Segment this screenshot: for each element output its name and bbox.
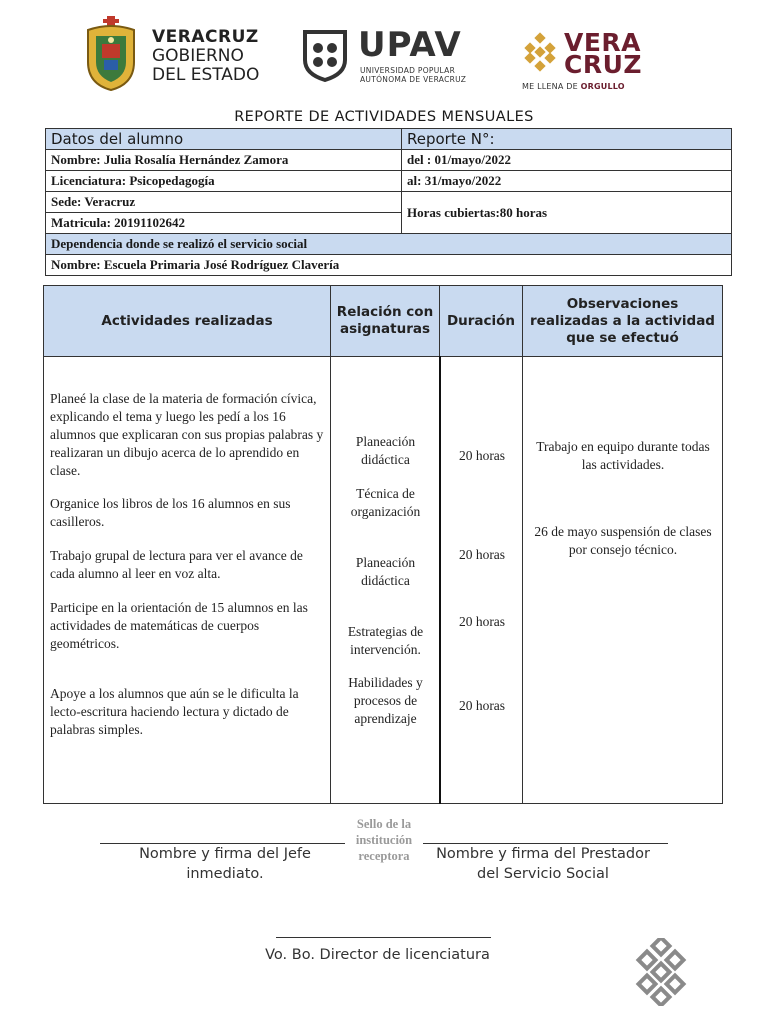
- activity-item: Planeé la clase de la materia de formación cívica, explicando el tema y luego les pedí a los 16 alumnos que explicaran con sus propias palabras y realizaran un dibujo acerca de lo aprendido en clase.: [50, 391, 324, 478]
- student-info-table: [45, 128, 732, 276]
- veracruz-word2: CRUZ: [564, 50, 643, 79]
- duration-item: 20 horas: [458, 448, 506, 463]
- gobierno-line1: VERACRUZ: [152, 27, 259, 47]
- activities-cell: [44, 357, 331, 804]
- relation-item: Planeación didáctica: [355, 555, 416, 588]
- duration-item: 20 horas: [458, 614, 506, 629]
- activities-table: [43, 285, 723, 804]
- stamp-placeholder: Sello de la institución receptora: [345, 816, 423, 864]
- upav-subtitle-line2: AUTÓNOMA DE VERACRUZ: [360, 75, 467, 84]
- gobierno-line2: GOBIERNO: [152, 46, 244, 66]
- col-header-duracion: Duración: [440, 286, 523, 357]
- dependencia-name: Nombre: Escuela Primaria José Rodríguez Clavería: [46, 255, 732, 276]
- student-name: Nombre: Julia Rosalía Hernández Zamora: [46, 150, 402, 171]
- upav-subtitle-line1: UNIVERSIDAD POPULAR: [360, 66, 456, 75]
- gobierno-logo: [82, 14, 262, 94]
- upav-logo: [302, 14, 482, 94]
- jefe-signature-label: Nombre y firma del Jefe inmediato.: [139, 846, 311, 882]
- observations-cell: [523, 357, 723, 804]
- observation-item: 26 de mayo suspensión de clases por consejo técnico.: [534, 524, 712, 557]
- knot-pattern-icon: [628, 938, 694, 1006]
- prestador-signature-label: Nombre y firma del Prestador del Servicio Social: [436, 846, 650, 882]
- student-campus: Sede: Veracruz: [46, 192, 402, 213]
- veracruz-tagline-bold: ORGULLO: [580, 82, 625, 91]
- datos-alumno-header: Datos del alumno: [46, 129, 402, 150]
- observation-item: Trabajo en equipo durante todas las actividades.: [536, 439, 710, 472]
- col-header-actividades: Actividades realizadas: [44, 286, 331, 357]
- report-title: REPORTE DE ACTIVIDADES MENSUALES: [234, 109, 534, 125]
- relation-item: Técnica de organización: [350, 486, 421, 519]
- activity-item: Organice los libros de los 16 alumnos en sus casilleros.: [50, 496, 291, 529]
- relation-item: Estrategias de intervención.: [347, 624, 424, 657]
- activity-item: Trabajo grupal de lectura para ver el avance de cada alumno al leer en voz alta.: [50, 548, 303, 581]
- gobierno-line3: DEL ESTADO: [152, 65, 260, 85]
- upav-title: UPAV: [358, 25, 462, 65]
- period-end: al: 31/mayo/2022: [402, 171, 732, 192]
- col-header-relacion: Relación con asignaturas: [331, 286, 440, 357]
- activity-item: Apoye a los alumnos que aún se le dificulta la lecto-escritura haciendo lectura y dictado de palabras simples.: [50, 686, 299, 737]
- relations-cell: [331, 357, 440, 804]
- col-header-observaciones: Observaciones realizadas a la actividad que se efectuó: [523, 286, 723, 357]
- veracruz-tagline-pre: ME LLENA DE: [522, 82, 581, 91]
- director-signature-line: [276, 937, 491, 938]
- director-signature-label: Vo. Bo. Director de licenciatura: [265, 947, 490, 963]
- duration-cell: [440, 357, 523, 804]
- period-start: del : 01/mayo/2022: [402, 150, 732, 171]
- student-id: Matricula: 20191102642: [46, 213, 402, 234]
- activity-item: Participe en la orientación de 15 alumnos en las actividades de matemáticas de cuerpos geométricos.: [50, 600, 308, 651]
- state-coat-of-arms-icon: [82, 14, 140, 92]
- student-degree: Licenciatura: Psicopedagogía: [46, 171, 402, 192]
- knot-pattern-icon: [520, 32, 560, 72]
- veracruz-word1: VERA: [564, 28, 642, 57]
- duration-item: 20 horas: [458, 547, 506, 562]
- veracruz-logo: [520, 14, 643, 94]
- veracruz-tagline: [522, 82, 625, 91]
- reporte-number-header: Reporte N°:: [402, 129, 732, 150]
- hours-covered: Horas cubiertas:80 horas: [402, 192, 732, 234]
- upav-shield-icon: [302, 28, 348, 82]
- duration-item: 20 horas: [458, 698, 506, 713]
- relation-item: Habilidades y procesos de aprendizaje: [348, 675, 423, 726]
- relation-item: Planeación didáctica: [355, 434, 416, 467]
- dependencia-header: Dependencia donde se realizó el servicio social: [46, 234, 732, 255]
